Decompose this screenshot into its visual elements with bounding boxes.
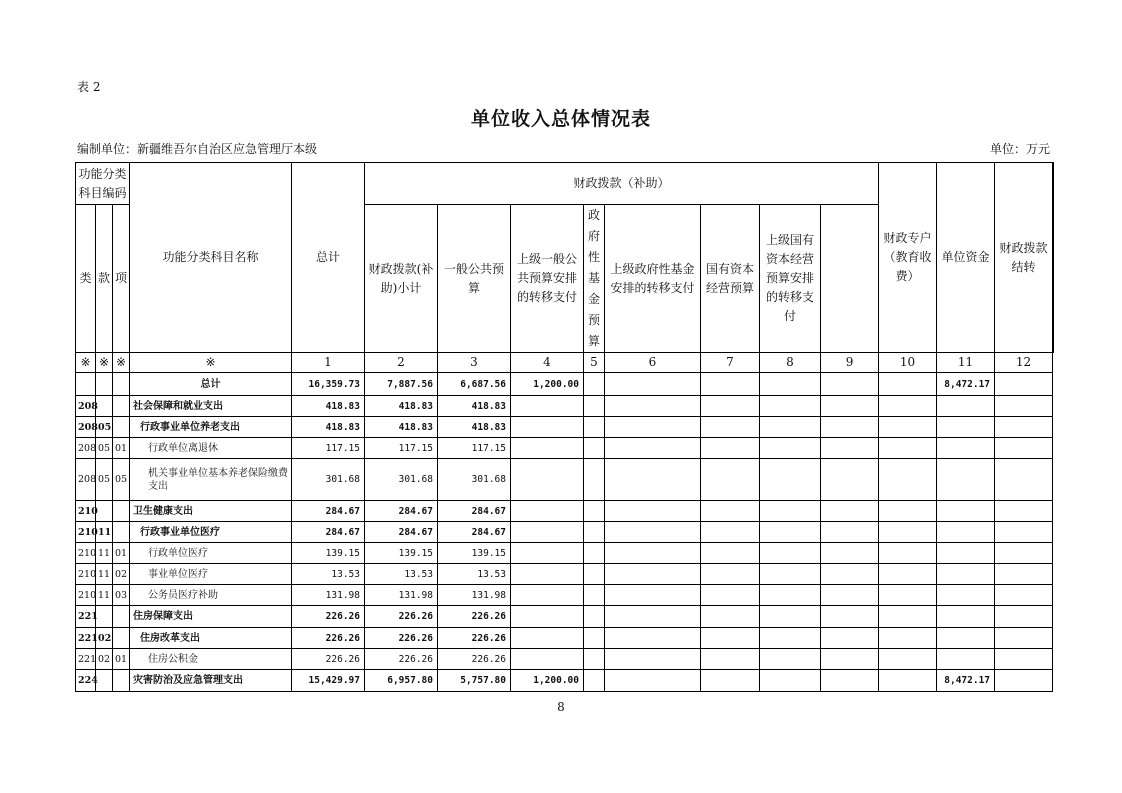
column-index-cell: ※	[130, 353, 292, 373]
header-fiscal-carryover: 财政拨款结转	[995, 163, 1053, 353]
cell-nonfiscal-carryover	[995, 543, 1053, 564]
cell-unit-funds	[879, 373, 937, 396]
cell-state-capital-budget	[701, 522, 760, 543]
column-index-cell: ※	[96, 353, 113, 373]
cell-fiscal-special	[821, 459, 879, 501]
income-summary-table	[75, 162, 1054, 692]
cell-unit-funds	[879, 459, 937, 501]
cell-unit-funds	[879, 501, 937, 522]
cell-fiscal-subtotal: 418.83	[365, 396, 438, 417]
cell-gov-fund-budget	[584, 501, 605, 522]
cell-gov-fund-budget	[584, 649, 605, 670]
cell-fiscal-carryover	[937, 606, 995, 628]
cell-upper-state-capital-transfer	[760, 438, 821, 459]
cell-upper-gov-fund-transfer	[605, 564, 701, 585]
cell-fiscal-special	[821, 606, 879, 628]
cell-func-name: 事业单位医疗	[130, 564, 292, 585]
cell-upper-state-capital-transfer	[760, 628, 821, 649]
header-func-name: 功能分类科目名称	[130, 163, 292, 353]
cell-state-capital-budget	[701, 585, 760, 606]
cell-func-name: 住房保障支出	[130, 606, 292, 628]
cell-nonfiscal-carryover	[995, 670, 1053, 692]
cell-upper-state-capital-transfer	[760, 396, 821, 417]
cell-kuan: 05	[96, 459, 113, 501]
cell-xiang	[113, 670, 130, 692]
cell-nonfiscal-carryover	[995, 649, 1053, 670]
cell-upper-general-transfer	[511, 522, 584, 543]
cell-unit-funds	[879, 543, 937, 564]
cell-general-budget: 226.26	[438, 628, 511, 649]
cell-state-capital-budget	[701, 417, 760, 438]
cell-fiscal-subtotal: 6,957.80	[365, 670, 438, 692]
cell-nonfiscal-carryover	[995, 373, 1053, 396]
cell-gov-fund-budget	[584, 606, 605, 628]
header-upper-gov-fund-transfer: 上级政府性基金安排的转移支付	[605, 205, 701, 353]
cell-fiscal-special	[821, 628, 879, 649]
cell-xiang: 01	[113, 438, 130, 459]
cell-fiscal-subtotal: 117.15	[365, 438, 438, 459]
cell-xiang: 03	[113, 585, 130, 606]
table-row	[76, 459, 1054, 501]
header-fiscal-special: 财政专户（教育收费）	[879, 163, 937, 353]
cell-xiang	[113, 417, 130, 438]
cell-general-budget: 6,687.56	[438, 373, 511, 396]
cell-upper-gov-fund-transfer	[605, 396, 701, 417]
cell-total: 418.83	[292, 396, 365, 417]
page-title: 单位收入总体情况表	[470, 108, 651, 130]
cell-state-capital-budget	[701, 564, 760, 585]
cell-kuan: 02	[96, 649, 113, 670]
cell-upper-general-transfer	[511, 606, 584, 628]
cell-upper-gov-fund-transfer	[605, 606, 701, 628]
cell-total: 15,429.97	[292, 670, 365, 692]
cell-lei: 221	[76, 606, 96, 628]
header-xiang: 项	[113, 205, 130, 353]
column-index-cell: 1	[292, 353, 365, 373]
cell-state-capital-budget	[701, 396, 760, 417]
cell-upper-general-transfer	[511, 585, 584, 606]
cell-kuan: 11	[96, 543, 113, 564]
header-func-code-group: 功能分类科目编码	[76, 163, 130, 205]
cell-nonfiscal-carryover	[995, 522, 1053, 543]
page-number: 8	[557, 700, 565, 714]
cell-upper-state-capital-transfer	[760, 501, 821, 522]
cell-upper-general-transfer	[511, 417, 584, 438]
cell-gov-fund-budget	[584, 373, 605, 396]
cell-state-capital-budget	[701, 543, 760, 564]
cell-unit-funds	[879, 649, 937, 670]
column-index-row	[76, 353, 1054, 373]
cell-gov-fund-budget	[584, 522, 605, 543]
cell-xiang	[113, 373, 130, 396]
cell-upper-state-capital-transfer	[760, 585, 821, 606]
table-row	[76, 585, 1054, 606]
cell-fiscal-special	[821, 501, 879, 522]
cell-kuan	[96, 606, 113, 628]
cell-kuan	[96, 501, 113, 522]
cell-fiscal-subtotal: 226.26	[365, 628, 438, 649]
cell-lei	[76, 373, 96, 396]
cell-upper-state-capital-transfer	[760, 606, 821, 628]
cell-general-budget: 5,757.80	[438, 670, 511, 692]
cell-fiscal-carryover	[937, 396, 995, 417]
cell-gov-fund-budget	[584, 564, 605, 585]
cell-xiang: 01	[113, 543, 130, 564]
column-index-cell: 9	[821, 353, 879, 373]
cell-upper-gov-fund-transfer	[605, 522, 701, 543]
cell-nonfiscal-carryover	[995, 396, 1053, 417]
cell-xiang	[113, 501, 130, 522]
cell-general-budget: 284.67	[438, 522, 511, 543]
header-kuan: 款	[96, 205, 113, 353]
cell-total: 226.26	[292, 628, 365, 649]
cell-upper-gov-fund-transfer	[605, 373, 701, 396]
cell-upper-general-transfer	[511, 628, 584, 649]
cell-state-capital-budget	[701, 438, 760, 459]
column-index-cell: 5	[584, 353, 605, 373]
cell-total: 226.26	[292, 606, 365, 628]
cell-gov-fund-budget	[584, 585, 605, 606]
cell-lei: 210	[76, 543, 96, 564]
cell-upper-state-capital-transfer	[760, 670, 821, 692]
table-row	[76, 417, 1054, 438]
cell-upper-gov-fund-transfer	[605, 670, 701, 692]
cell-upper-state-capital-transfer	[760, 373, 821, 396]
column-index-cell: 3	[438, 353, 511, 373]
cell-upper-gov-fund-transfer	[605, 459, 701, 501]
cell-upper-gov-fund-transfer	[605, 543, 701, 564]
cell-unit-funds	[879, 438, 937, 459]
cell-nonfiscal-carryover	[995, 606, 1053, 628]
header-upper-general-transfer: 上级一般公共预算安排的转移支付	[511, 205, 584, 353]
cell-fiscal-subtotal: 418.83	[365, 417, 438, 438]
cell-kuan	[96, 396, 113, 417]
cell-upper-general-transfer	[511, 649, 584, 670]
cell-fiscal-carryover	[937, 459, 995, 501]
cell-lei: 210	[76, 522, 96, 543]
cell-fiscal-subtotal: 7,887.56	[365, 373, 438, 396]
cell-total: 131.98	[292, 585, 365, 606]
cell-upper-gov-fund-transfer	[605, 628, 701, 649]
cell-fiscal-special	[821, 417, 879, 438]
cell-state-capital-budget	[701, 628, 760, 649]
cell-nonfiscal-carryover	[995, 459, 1053, 501]
table-row	[76, 543, 1054, 564]
cell-fiscal-subtotal: 284.67	[365, 522, 438, 543]
cell-fiscal-special	[821, 396, 879, 417]
cell-upper-state-capital-transfer	[760, 543, 821, 564]
cell-general-budget: 13.53	[438, 564, 511, 585]
table-row	[76, 396, 1054, 417]
cell-fiscal-special	[821, 543, 879, 564]
cell-fiscal-carryover	[937, 501, 995, 522]
cell-nonfiscal-carryover	[995, 438, 1053, 459]
cell-upper-state-capital-transfer	[760, 564, 821, 585]
cell-upper-general-transfer: 1,200.00	[511, 373, 584, 396]
cell-lei: 210	[76, 501, 96, 522]
cell-fiscal-special	[821, 670, 879, 692]
cell-xiang: 02	[113, 564, 130, 585]
cell-unit-funds	[879, 564, 937, 585]
cell-func-name: 公务员医疗补助	[130, 585, 292, 606]
cell-kuan: 11	[96, 585, 113, 606]
cell-kuan: 05	[96, 438, 113, 459]
cell-unit-funds	[879, 522, 937, 543]
table-row	[76, 501, 1054, 522]
cell-fiscal-subtotal: 284.67	[365, 501, 438, 522]
cell-xiang	[113, 606, 130, 628]
cell-fiscal-carryover	[937, 564, 995, 585]
cell-xiang	[113, 522, 130, 543]
column-index-cell: 10	[879, 353, 937, 373]
cell-gov-fund-budget	[584, 417, 605, 438]
cell-upper-gov-fund-transfer	[605, 649, 701, 670]
header-total: 总计	[292, 163, 365, 353]
header-fiscal-group: 财政拨款（补助）	[365, 163, 879, 205]
cell-fiscal-subtotal: 226.26	[365, 649, 438, 670]
table-row	[76, 628, 1054, 649]
cell-upper-general-transfer	[511, 396, 584, 417]
cell-xiang: 01	[113, 649, 130, 670]
column-index-cell: ※	[113, 353, 130, 373]
cell-fiscal-subtotal: 226.26	[365, 606, 438, 628]
cell-kuan: 05	[96, 417, 113, 438]
cell-fiscal-special	[821, 585, 879, 606]
column-index-cell: 12	[995, 353, 1053, 373]
cell-upper-gov-fund-transfer	[605, 585, 701, 606]
cell-fiscal-special	[821, 649, 879, 670]
cell-fiscal-carryover	[937, 585, 995, 606]
cell-upper-state-capital-transfer	[760, 417, 821, 438]
cell-nonfiscal-carryover	[995, 417, 1053, 438]
cell-unit-funds	[879, 417, 937, 438]
cell-upper-state-capital-transfer	[760, 459, 821, 501]
table-row	[76, 670, 1054, 692]
column-index-cell: 2	[365, 353, 438, 373]
cell-func-name: 行政单位医疗	[130, 543, 292, 564]
cell-upper-general-transfer	[511, 438, 584, 459]
cell-nonfiscal-carryover	[995, 501, 1053, 522]
table-row	[76, 438, 1054, 459]
cell-general-budget: 226.26	[438, 649, 511, 670]
cell-fiscal-carryover: 8,472.17	[937, 373, 995, 396]
header-gov-fund-budget	[584, 205, 605, 353]
cell-fiscal-carryover	[937, 417, 995, 438]
cell-fiscal-subtotal: 131.98	[365, 585, 438, 606]
cell-general-budget: 418.83	[438, 417, 511, 438]
cell-gov-fund-budget	[584, 670, 605, 692]
column-index-cell: 11	[937, 353, 995, 373]
cell-func-name: 灾害防治及应急管理支出	[130, 670, 292, 692]
cell-general-budget: 418.83	[438, 396, 511, 417]
cell-total: 16,359.73	[292, 373, 365, 396]
cell-total: 139.15	[292, 543, 365, 564]
cell-state-capital-budget	[701, 501, 760, 522]
table-row	[76, 649, 1054, 670]
cell-state-capital-budget	[701, 670, 760, 692]
cell-total: 117.15	[292, 438, 365, 459]
cell-upper-gov-fund-transfer	[605, 501, 701, 522]
cell-fiscal-subtotal: 139.15	[365, 543, 438, 564]
cell-fiscal-special	[821, 438, 879, 459]
cell-general-budget: 301.68	[438, 459, 511, 501]
cell-general-budget: 139.15	[438, 543, 511, 564]
cell-lei: 208	[76, 459, 96, 501]
cell-lei: 208	[76, 396, 96, 417]
cell-lei: 210	[76, 564, 96, 585]
cell-upper-gov-fund-transfer	[605, 438, 701, 459]
cell-xiang	[113, 628, 130, 649]
cell-fiscal-subtotal: 13.53	[365, 564, 438, 585]
cell-upper-general-transfer	[511, 564, 584, 585]
cell-lei: 210	[76, 585, 96, 606]
table-number-label: 表 2	[77, 80, 101, 94]
cell-func-name: 行政事业单位医疗	[130, 522, 292, 543]
cell-lei: 208	[76, 417, 96, 438]
cell-lei: 224	[76, 670, 96, 692]
cell-total: 226.26	[292, 649, 365, 670]
cell-func-name: 行政事业单位养老支出	[130, 417, 292, 438]
cell-xiang	[113, 396, 130, 417]
cell-gov-fund-budget	[584, 628, 605, 649]
column-index-cell: 7	[701, 353, 760, 373]
cell-gov-fund-budget	[584, 459, 605, 501]
cell-upper-state-capital-transfer	[760, 522, 821, 543]
table-row	[76, 606, 1054, 628]
cell-total: 13.53	[292, 564, 365, 585]
cell-func-name: 机关事业单位基本养老保险缴费支出	[130, 459, 292, 501]
table-row	[76, 373, 1054, 396]
header-lei: 类	[76, 205, 96, 353]
header-nonfiscal-carryover	[1053, 163, 1054, 353]
column-index-cell: 8	[760, 353, 821, 373]
header-state-capital-budget: 国有资本经营预算	[701, 205, 760, 353]
cell-func-name: 住房改革支出	[130, 628, 292, 649]
cell-state-capital-budget	[701, 459, 760, 501]
cell-upper-general-transfer	[511, 543, 584, 564]
cell-unit-funds	[879, 628, 937, 649]
cell-total: 418.83	[292, 417, 365, 438]
cell-total: 284.67	[292, 522, 365, 543]
cell-fiscal-carryover	[937, 649, 995, 670]
cell-unit-funds	[879, 585, 937, 606]
cell-func-name: 卫生健康支出	[130, 501, 292, 522]
cell-general-budget: 226.26	[438, 606, 511, 628]
cell-kuan: 11	[96, 564, 113, 585]
column-index-cell: 4	[511, 353, 584, 373]
cell-kuan	[96, 670, 113, 692]
cell-state-capital-budget	[701, 373, 760, 396]
cell-state-capital-budget	[701, 606, 760, 628]
cell-fiscal-carryover	[937, 438, 995, 459]
cell-fiscal-special	[821, 522, 879, 543]
cell-total: 301.68	[292, 459, 365, 501]
cell-kuan: 02	[96, 628, 113, 649]
cell-xiang: 05	[113, 459, 130, 501]
cell-fiscal-subtotal: 301.68	[365, 459, 438, 501]
cell-upper-general-transfer	[511, 501, 584, 522]
cell-gov-fund-budget	[584, 543, 605, 564]
cell-kuan: 11	[96, 522, 113, 543]
header-unit-funds: 单位资金	[937, 163, 995, 353]
cell-fiscal-special	[821, 373, 879, 396]
cell-fiscal-carryover	[937, 628, 995, 649]
cell-nonfiscal-carryover	[995, 585, 1053, 606]
cell-fiscal-carryover: 8,472.17	[937, 670, 995, 692]
cell-fiscal-carryover	[937, 522, 995, 543]
cell-gov-fund-budget	[584, 438, 605, 459]
currency-unit-label: 单位：万元	[989, 142, 1050, 156]
cell-lei: 221	[76, 649, 96, 670]
compiling-unit-label: 编制单位：新疆维吾尔自治区应急管理厅本级	[77, 142, 318, 156]
cell-state-capital-budget	[701, 649, 760, 670]
cell-lei: 208	[76, 438, 96, 459]
cell-gov-fund-budget	[584, 396, 605, 417]
cell-fiscal-special	[821, 564, 879, 585]
cell-unit-funds	[879, 670, 937, 692]
header-general-budget: 一般公共预算	[438, 205, 511, 353]
cell-lei: 221	[76, 628, 96, 649]
cell-general-budget: 117.15	[438, 438, 511, 459]
header-fiscal-subtotal: 财政拨款(补助)小计	[365, 205, 438, 353]
cell-general-budget: 131.98	[438, 585, 511, 606]
table-row	[76, 564, 1054, 585]
header-upper-state-capital-transfer: 上级国有资本经营预算安排的转移支付	[760, 205, 821, 353]
cell-func-name: 总计	[130, 373, 292, 396]
cell-nonfiscal-carryover	[995, 564, 1053, 585]
cell-unit-funds	[879, 396, 937, 417]
column-index-cell: 6	[605, 353, 701, 373]
cell-upper-general-transfer	[511, 459, 584, 501]
cell-total: 284.67	[292, 501, 365, 522]
cell-func-name: 行政单位离退休	[130, 438, 292, 459]
cell-kuan	[96, 373, 113, 396]
cell-func-name: 社会保障和就业支出	[130, 396, 292, 417]
cell-func-name: 住房公积金	[130, 649, 292, 670]
header-gov-fund-budget-text: 政府性基金预算	[587, 208, 600, 348]
cell-general-budget: 284.67	[438, 501, 511, 522]
cell-unit-funds	[879, 606, 937, 628]
cell-nonfiscal-carryover	[995, 628, 1053, 649]
cell-upper-gov-fund-transfer	[605, 417, 701, 438]
cell-upper-state-capital-transfer	[760, 649, 821, 670]
column-index-cell: ※	[76, 353, 96, 373]
table-row	[76, 522, 1054, 543]
cell-upper-general-transfer: 1,200.00	[511, 670, 584, 692]
cell-fiscal-carryover	[937, 543, 995, 564]
